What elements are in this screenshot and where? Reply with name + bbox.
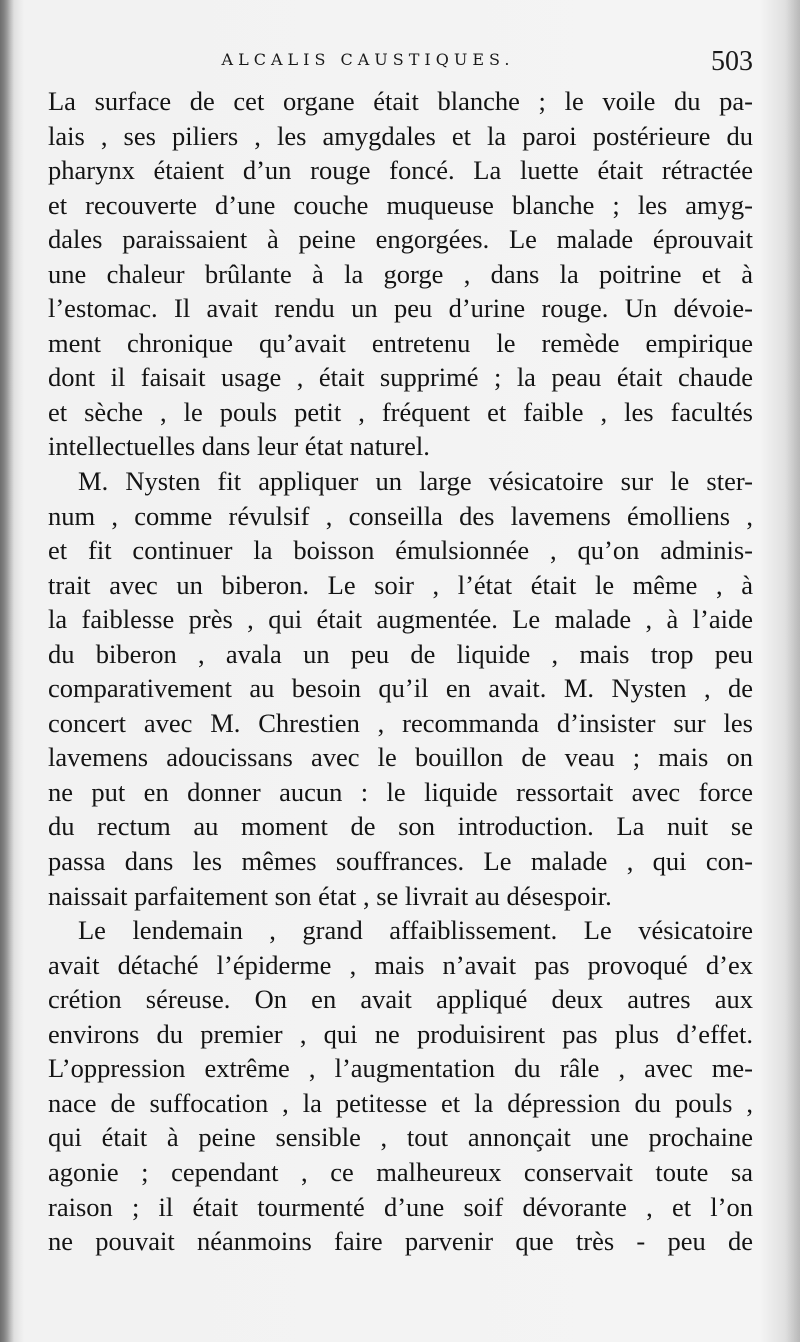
text-line: agonie ; cependant , ce malheureux conservait toute sa (48, 1156, 753, 1187)
text-line: num , comme révulsif , conseilla des lavemens émolliens , (48, 500, 753, 531)
text-line: et fit continuer la boisson émulsionnée , qu’on adminis- (48, 535, 753, 566)
text-line: trait avec un biberon. Le soir , l’état était le même , à (48, 569, 753, 600)
text-line: lais , ses piliers , les amygdales et la paroi postérieure du (48, 120, 753, 151)
text-line: l’estomac. Il avait rendu un peu d’urine rouge. Un dévoie- (48, 293, 753, 324)
text-line: du rectum au moment de son introduction. La nuit se (48, 811, 753, 842)
text-line: concert avec M. Chrestien , recommanda d’insister sur les (48, 707, 753, 738)
text-line: avait détaché l’épiderme , mais n’avait pas provoqué d’ex (48, 949, 753, 980)
gutter-shadow (0, 0, 14, 1342)
text-line: dales paraissaient à peine engorgées. Le malade éprouvait (48, 224, 753, 255)
text-line: et recouverte d’une couche muqueuse blanche ; les amyg- (48, 189, 753, 220)
text-line: naissait parfaitement son état , se livrait au désespoir. (48, 880, 612, 911)
text-line: intellectuelles dans leur état naturel. (48, 431, 430, 462)
text-line: nace de suffocation , la petitesse et la dépression du pouls , (48, 1087, 753, 1118)
text-line: une chaleur brûlante à la gorge , dans la poitrine et à (48, 258, 753, 289)
text-line: raison ; il était tourmenté d’une soif dévorante , et l’on (48, 1191, 753, 1222)
running-head (48, 46, 753, 82)
body-text (48, 84, 753, 1259)
text-line: qui était à peine sensible , tout annonçait une prochaine (48, 1122, 753, 1153)
text-line: ment chronique qu’avait entretenu le remède empirique (48, 327, 753, 358)
text-line: M. Nysten fit appliquer un large vésicatoire sur le ster- (78, 466, 753, 497)
text-line: du biberon , avala un peu de liquide , mais trop peu (48, 638, 753, 669)
text-line: ne pouvait néanmoins faire parvenir que très - peu de (48, 1226, 753, 1257)
text-line: crétion séreuse. On en avait appliqué deux autres aux (48, 984, 753, 1015)
text-line: la faiblesse près , qui était augmentée. Le malade , à l’aide (48, 604, 753, 635)
text-line: ne put en donner aucun : le liquide ressortait avec force (48, 776, 753, 807)
text-line: environs du premier , qui ne produisirent pas plus d’effet. (48, 1018, 753, 1049)
text-line: et sèche , le pouls petit , fréquent et faible , les facultés (48, 396, 753, 427)
text-line: L’oppression extrême , l’augmentation du râle , avec me- (48, 1053, 753, 1084)
text-line: dont il faisait usage , était supprimé ; la peau était chaude (48, 362, 753, 393)
text-line: comparativement au besoin qu’il en avait. M. Nysten , de (48, 673, 753, 704)
running-title: ALCALIS CAUSTIQUES. (221, 50, 515, 69)
text-line: lavemens adoucissans avec le bouillon de veau ; mais on (48, 742, 753, 773)
text-line: La surface de cet organe était blanche ; le voile du pa- (48, 86, 753, 116)
text-line: pharynx étaient d’un rouge foncé. La luette était rétractée (48, 155, 753, 186)
text-line: Le lendemain , grand affaiblissement. Le vésicatoire (78, 915, 753, 946)
page-number: 503 (711, 46, 753, 77)
text-line: passa dans les mêmes souffrances. Le malade , qui con- (48, 846, 753, 877)
